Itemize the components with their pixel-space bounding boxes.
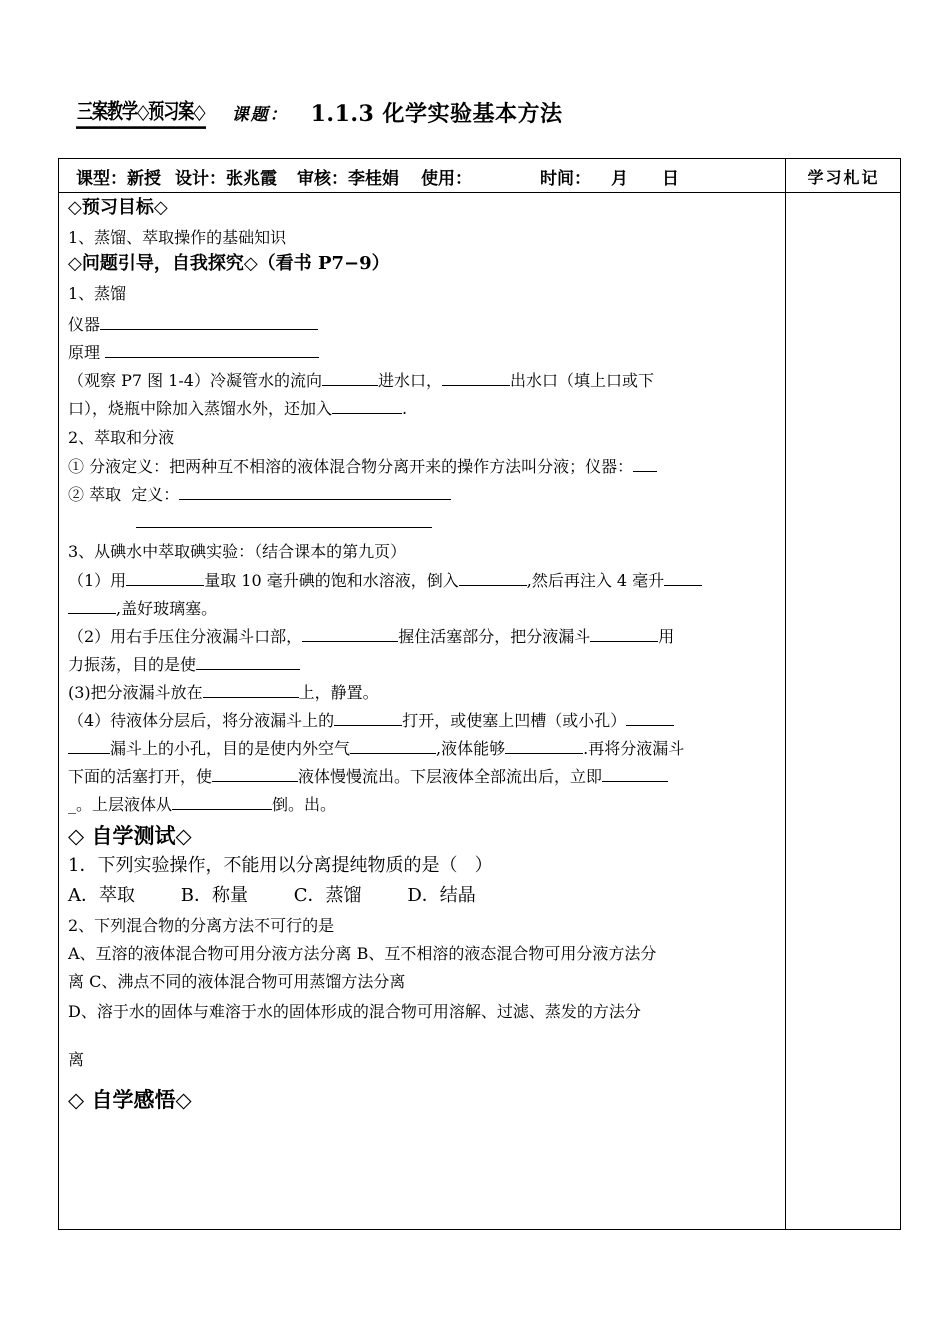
principle-line: 原理 xyxy=(68,342,319,363)
question-2-option-d-cont: 离 xyxy=(68,1050,85,1069)
extraction-definition: ② 萃取 定义： xyxy=(68,484,451,505)
step2-blank-c[interactable] xyxy=(196,654,300,670)
step-1: （1）用 量取 10 毫升碘的饱和水溶液，倒入 ,然后再注入 4 毫升 xyxy=(68,570,702,591)
step-2: （2）用右手压住分液漏斗口部， 握住活塞部分，把分液漏斗 用 xyxy=(68,627,675,646)
additive-blank[interactable] xyxy=(332,398,402,414)
instrument-line: 仪器 xyxy=(68,314,318,335)
lesson-type: 课型：新授 xyxy=(76,168,161,189)
question-2: 2、下列混合物的分离方法不可行的是 xyxy=(68,916,335,935)
outflow-blank[interactable] xyxy=(442,370,510,386)
question-2-option-c: 离 C、沸点不同的液体混合物可用蒸馏方法分离 xyxy=(68,972,406,991)
question-2-option-d: D、溶于水的固体与难溶于水的固体形成的混合物可用溶解、过滤、蒸发的方法分 xyxy=(68,1002,641,1021)
extraction-def-blank-2[interactable] xyxy=(136,512,432,528)
step-4-cont3: _。上层液体从 倒。出。 xyxy=(68,795,337,814)
reflection-title: ◇ 自学感悟◇ xyxy=(68,1087,192,1112)
step2-blank-a[interactable] xyxy=(302,626,398,642)
extraction-def-line2 xyxy=(136,512,432,533)
reviewer: 审核：李桂娟 xyxy=(297,168,399,189)
inflow-blank[interactable] xyxy=(322,370,378,386)
explore-title: ◇问题引导，自我探究◇（看书 P7−9） xyxy=(68,253,390,274)
column-divider xyxy=(785,158,786,1230)
row-divider xyxy=(58,192,901,193)
usage: 使用： xyxy=(421,168,472,189)
step4-blank-g[interactable] xyxy=(602,766,668,782)
question-1-options: A．萃取 B．称量 C．蒸馏 D．结晶 xyxy=(68,885,476,906)
step1-blank-d[interactable] xyxy=(68,598,116,614)
goal-title: ◇预习目标◇ xyxy=(68,197,168,218)
observe-line: （观察 P7 图 1-4）冷凝管水的流向 进水口， 出水口（填上口或下 xyxy=(68,371,655,390)
section-iodine: 3、从碘水中萃取碘实验：（结合课本的第九页） xyxy=(68,542,407,561)
notes-header: 学习札记 xyxy=(807,167,880,187)
step-3: (3)把分液漏斗放在 上，静置。 xyxy=(68,683,379,702)
step2-blank-b[interactable] xyxy=(590,626,658,642)
step4-blank-d[interactable] xyxy=(350,738,436,754)
designer: 设计：张兆霞 xyxy=(175,168,277,189)
step-1-cont: ,盖好玻璃塞。 xyxy=(68,598,217,619)
step1-blank-c[interactable] xyxy=(664,570,702,586)
step4-blank-c[interactable] xyxy=(68,738,110,754)
section-extraction: 2、萃取和分液 xyxy=(68,428,175,447)
extraction-def-blank[interactable] xyxy=(179,484,451,500)
step3-blank[interactable] xyxy=(203,682,299,698)
step1-blank-b[interactable] xyxy=(459,570,527,586)
question-1: 1．下列实验操作，不能用以分离提纯物质的是（ ） xyxy=(68,855,493,876)
instrument-blank[interactable] xyxy=(100,314,318,330)
observe-line-2: 口），烧瓶中除加入蒸馏水外，还加入 . xyxy=(68,399,408,418)
day-label: 日 xyxy=(662,168,679,189)
self-test-title: ◇ 自学测试◇ xyxy=(68,823,192,848)
separation-definition: ① 分液定义：把两种互不相溶的液体混合物分离开来的操作方法叫分液；仪器： xyxy=(68,456,657,477)
page-title: 1.1.3 化学实验基本方法 xyxy=(310,100,563,127)
lesson-meta xyxy=(76,162,679,190)
step-4: （4）待液体分层后，将分液漏斗上的 打开，或使塞上凹槽（或小孔） xyxy=(68,710,674,731)
logo: 三案教学◇预习案◇ xyxy=(76,95,206,129)
page-header xyxy=(76,92,563,132)
step-2-cont: 力振荡，目的是使 xyxy=(68,654,300,675)
month-label: 月 xyxy=(611,168,628,189)
time-label: 时间： xyxy=(540,168,591,189)
separation-instrument-blank[interactable] xyxy=(633,456,657,472)
goal-item: 1、蒸馏、萃取操作的基础知识 xyxy=(68,228,287,247)
step4-blank-e[interactable] xyxy=(505,738,583,754)
step4-blank-a[interactable] xyxy=(334,710,402,726)
step-4-cont2: 下面的活塞打开，使 液体慢慢流出。下层液体全部流出后，立即 xyxy=(68,766,668,787)
step4-blank-h[interactable] xyxy=(172,794,272,810)
step1-blank-a[interactable] xyxy=(126,570,204,586)
question-2-option-a: A、互溶的液体混合物可用分液方法分离 B、互不相溶的液态混合物可用分液方法分 xyxy=(68,944,657,963)
step4-blank-b[interactable] xyxy=(626,710,674,726)
step4-blank-f[interactable] xyxy=(212,766,298,782)
principle-blank[interactable] xyxy=(105,342,319,358)
topic-label: 课题： xyxy=(231,104,289,125)
step-4-cont: 漏斗上的小孔，目的是使内外空气 ,液体能够 .再将分液漏斗 xyxy=(68,738,684,759)
section-distillation: 1、蒸馏 xyxy=(68,284,127,303)
